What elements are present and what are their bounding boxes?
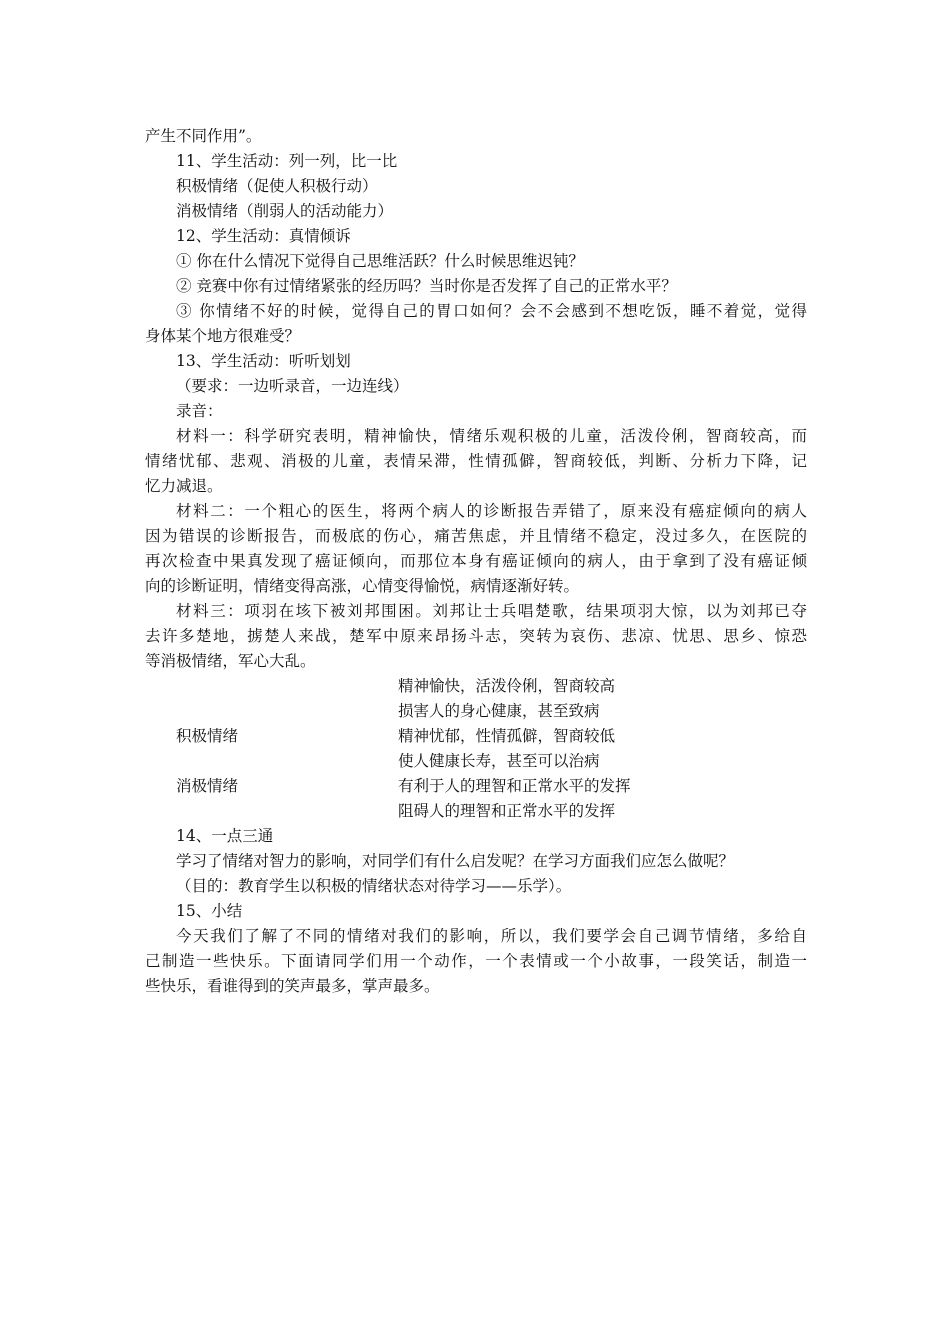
text-line: 材料三：项羽在垓下被刘邦围困。刘邦让士兵唱楚歌，结果项羽大惊，以为刘邦已夺 <box>176 602 807 620</box>
question-line: ① 你在什么情况下觉得自己思维活跃？什么时候思维迟钝？ <box>176 252 584 270</box>
section-heading: 14、一点三通 <box>176 827 274 845</box>
text-line: 积极情绪（促使人积极行动） <box>176 177 378 195</box>
section-heading: 15、小结 <box>176 902 243 920</box>
question-line: ③ 你情绪不好的时候，觉得自己的胃口如何？会不会感到不想吃饭，睡不着觉，觉得 <box>176 302 807 320</box>
text-line: 录音： <box>176 402 223 420</box>
text-line: 等消极情绪，军心大乱。 <box>145 652 316 670</box>
question-line: ② 竞赛中你有过情绪紧张的经历吗？当时你是否发挥了自己的正常水平？ <box>176 277 677 295</box>
text-line: 己制造一些快乐。下面请同学们用一个动作，一个表情或一个小故事，一段笑话，制造一 <box>145 952 807 970</box>
text-line: （目的：教育学生以积极的情绪状态对待学习——乐学）。 <box>176 877 572 895</box>
text-line: 消极情绪（削弱人的活动能力） <box>176 202 394 220</box>
section-heading: 13、学生活动：听听划划 <box>176 352 351 370</box>
text-line: 再次检查中果真发现了癌证倾向，而那位本身有癌证倾向的病人，由于拿到了没有癌证倾 <box>145 552 807 570</box>
text-line: 因为错误的诊断报告，而极底的伤心，痛苦焦虑，并且情绪不稳定，没过多久，在医院的 <box>145 527 807 545</box>
text-line: 忆力减退。 <box>145 477 223 495</box>
text-line: 产生不同作用”。 <box>145 127 262 145</box>
text-line: 身体某个地方很难受？ <box>145 327 301 345</box>
text-line: 向的诊断证明，情绪变得高涨，心情变得愉悦，病情逐渐好转。 <box>145 577 580 595</box>
match-category: 积极情绪 <box>176 727 239 745</box>
text-line: （要求：一边听录音，一边连线） <box>176 377 409 395</box>
match-option: 精神愉快，活泼伶俐，智商较高 <box>398 677 616 695</box>
match-option: 有利于人的理智和正常水平的发挥 <box>398 777 631 795</box>
text-line: 去许多楚地，掳楚人来战，楚军中原来昂扬斗志，突转为哀伤、悲凉、忧思、思乡、惊恐 <box>145 627 807 645</box>
section-heading: 11、学生活动：列一列，比一比 <box>176 152 398 170</box>
text-line: 学习了情绪对智力的影响，对同学们有什么启发呢？在学习方面我们应怎么做呢？ <box>176 852 735 870</box>
match-option: 阻碍人的理智和正常水平的发挥 <box>398 802 616 820</box>
text-line: 些快乐，看谁得到的笑声最多，掌声最多。 <box>145 977 440 995</box>
match-option: 使人健康长寿，甚至可以治病 <box>398 752 600 770</box>
text-line: 材料一：科学研究表明，精神愉快，情绪乐观积极的儿童，活泼伶俐，智商较高，而 <box>176 427 807 445</box>
text-line: 今天我们了解了不同的情绪对我们的影响，所以，我们要学会自己调节情绪，多给自 <box>176 927 807 945</box>
match-option: 精神忧郁，性情孤僻，智商较低 <box>398 727 616 745</box>
text-line: 情绪忧郁、悲观、消极的儿童，表情呆滞，性情孤僻，智商较低，判断、分析力下降，记 <box>145 452 807 470</box>
match-category: 消极情绪 <box>176 777 239 795</box>
match-option: 损害人的身心健康，甚至致病 <box>398 702 600 720</box>
text-line: 材料二：一个粗心的医生，将两个病人的诊断报告弄错了，原来没有癌症倾向的病人 <box>176 502 807 520</box>
section-heading: 12、学生活动：真情倾诉 <box>176 227 351 245</box>
